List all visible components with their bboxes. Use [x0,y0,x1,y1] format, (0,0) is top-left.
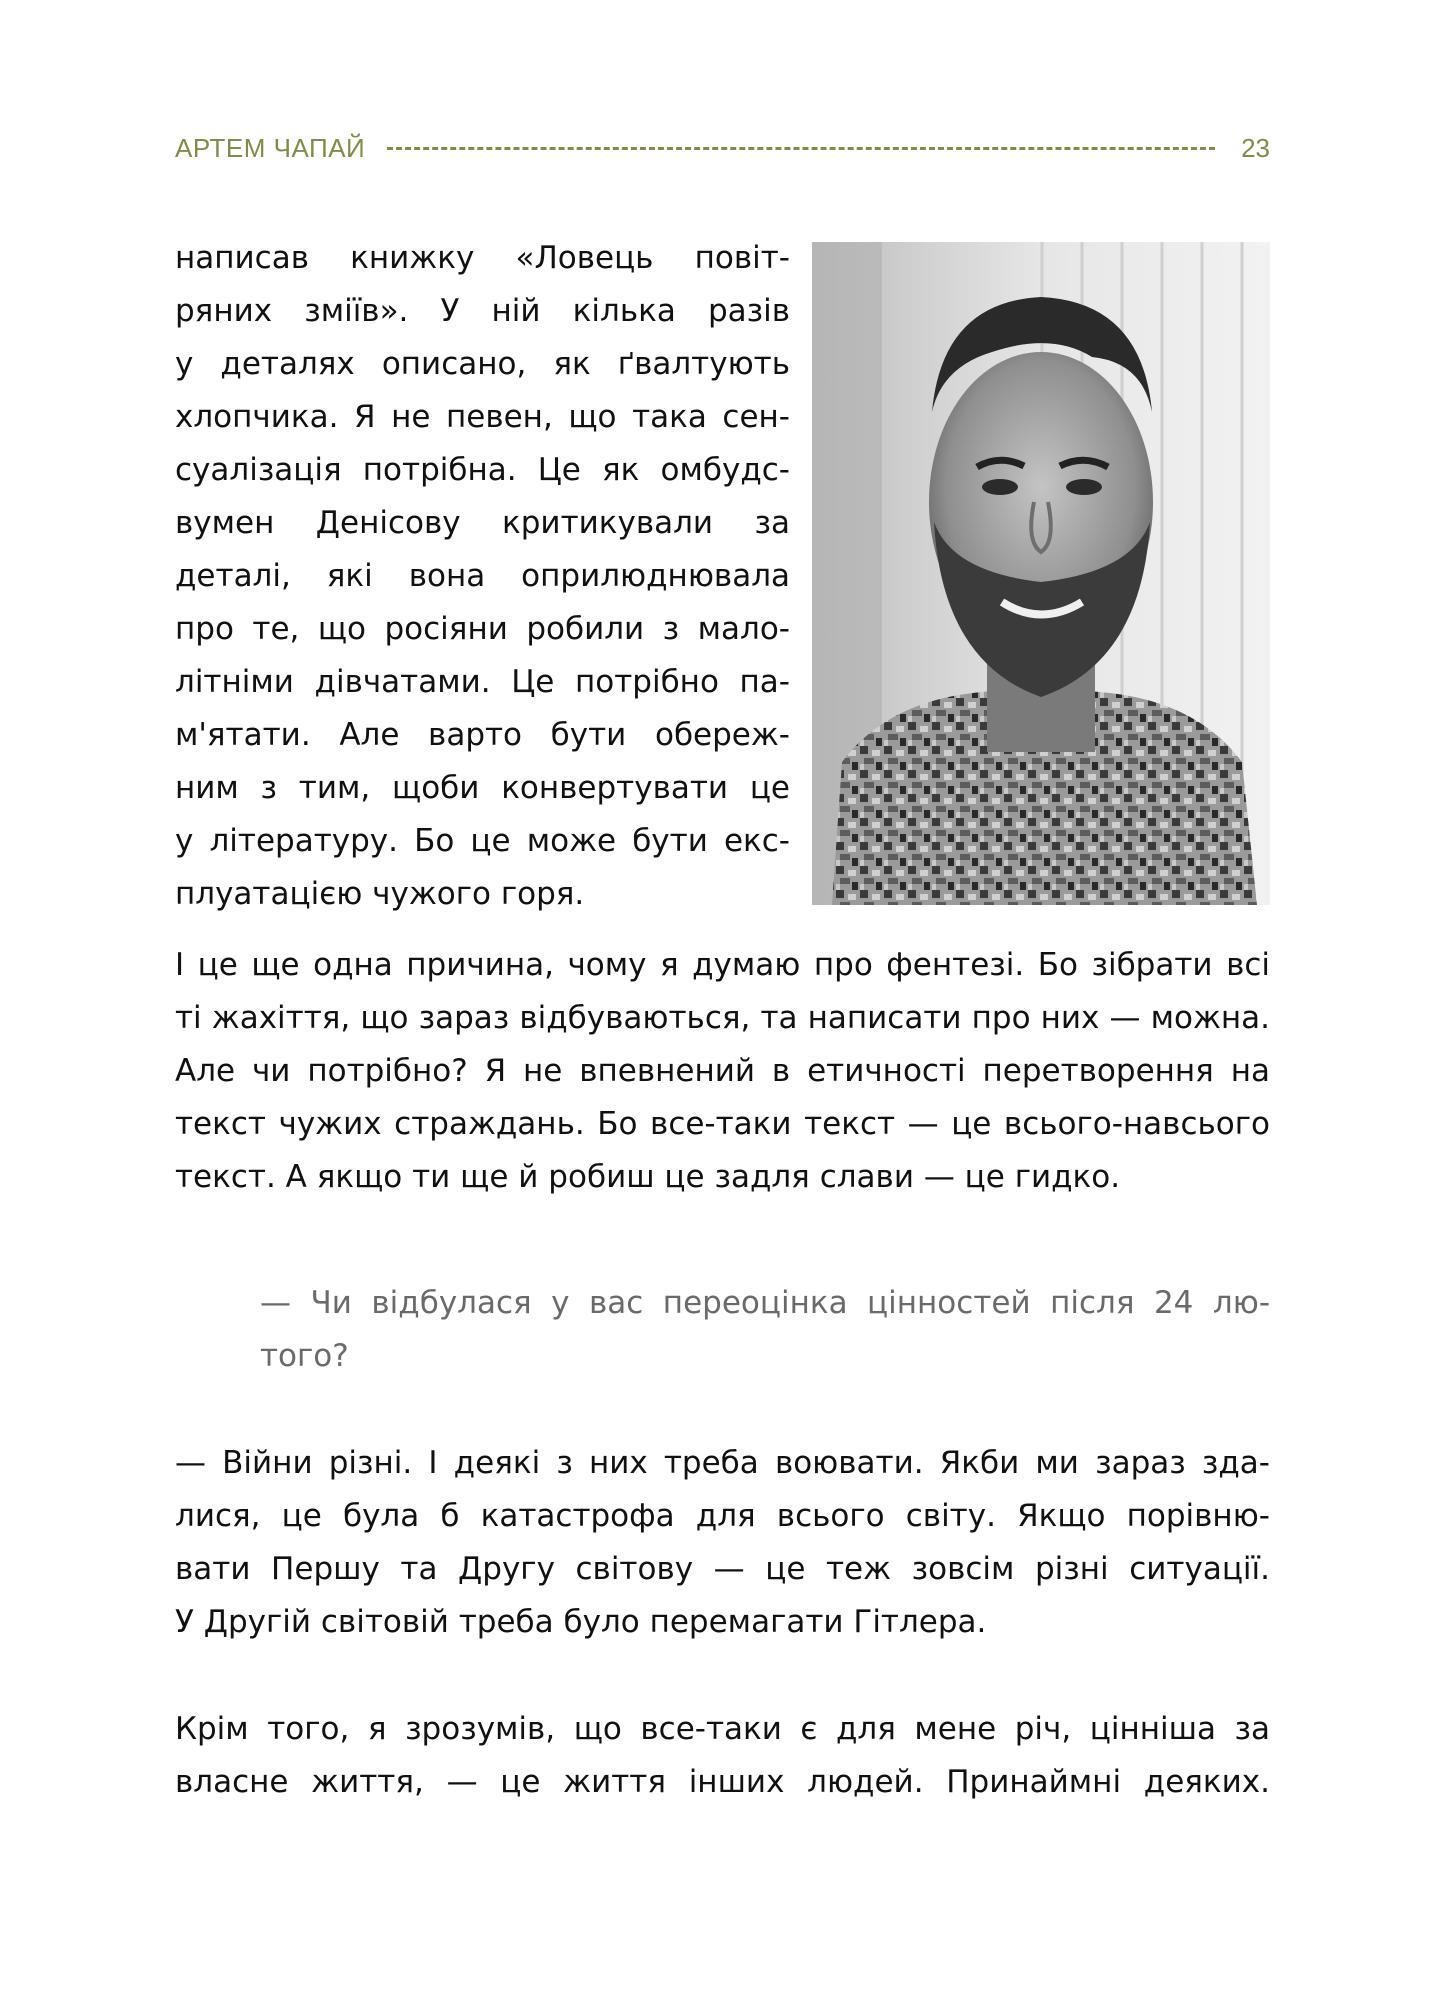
text-line: ті жахіття, що зараз відбуваються, та написати про них — можна. [175,1000,1270,1036]
intro-paragraph [175,232,790,921]
text-line: того? [260,1338,349,1374]
text-line: власне життя, — це життя інших людей. Принаймні деяких. [175,1764,1270,1800]
header-dashed-rule [387,147,1215,150]
text-line: літніми дівчатами. Це потрібно па- [175,664,790,700]
page-number: 23 [1241,132,1270,163]
text-line: Але чи потрібно? Я не впевнений в етичності перетворення на [175,1053,1270,1089]
text-line: — Війни різні. І деякі з них треба воювати. Якби ми зараз зда- [175,1445,1270,1481]
interview-question [260,1277,1270,1383]
text-line: текст чужих страждань. Бо все-таки текст — це всього-навсього [175,1106,1270,1142]
text-line: хлопчика. Я не певен, що така сен- [175,399,790,435]
text-line: м'ятати. Але варто бути обереж- [175,717,790,753]
text-line: І це ще одна причина, чому я думаю про фентезі. Бо зібрати всі [175,947,1270,983]
running-header [175,128,1270,168]
text-line: про те, що росіяни робили з мало- [175,611,790,647]
text-line: Крім того, я зрозумів, що все-таки є для мене річ, цінніша за [175,1711,1270,1747]
text-line: у деталях описано, як ґвалтують [175,346,790,382]
paragraph [175,1703,1270,1809]
text-line: у літературу. Бо це може бути екс- [175,823,790,859]
paragraph [175,1437,1270,1649]
text-line: деталі, які вона оприлюднювала [175,558,790,594]
text-line: плуатацією чужого горя. [175,876,585,912]
text-line: вумен Денісову критикували за [175,505,790,541]
portrait-illustration [812,242,1270,905]
text-line: У Другій світовій треба було перемагати Гітлера. [175,1604,987,1640]
text-line: ним з тим, щоби конвертувати це [175,770,790,806]
text-line: лися, це була б катастрофа для всього світу. Якщо порівню- [175,1498,1270,1534]
text-line: текст. А якщо ти ще й робиш це задля слави — це гидко. [175,1159,1121,1195]
text-line: суалізація потрібна. Це як омбудс- [175,452,790,488]
author-portrait-photo [812,242,1270,905]
text-line: написав книжку «Ловець повіт- [175,240,790,276]
author-name: АРТЕМ ЧАПАЙ [175,132,366,163]
text-line: — Чи відбулася у вас переоцінка цінностей після 24 лю- [260,1285,1270,1321]
text-line: вати Першу та Другу світову — це теж зовсім різні ситуації. [175,1551,1270,1587]
text-line: ряних зміїв». У ній кілька разів [175,293,790,329]
paragraph [175,939,1270,1204]
